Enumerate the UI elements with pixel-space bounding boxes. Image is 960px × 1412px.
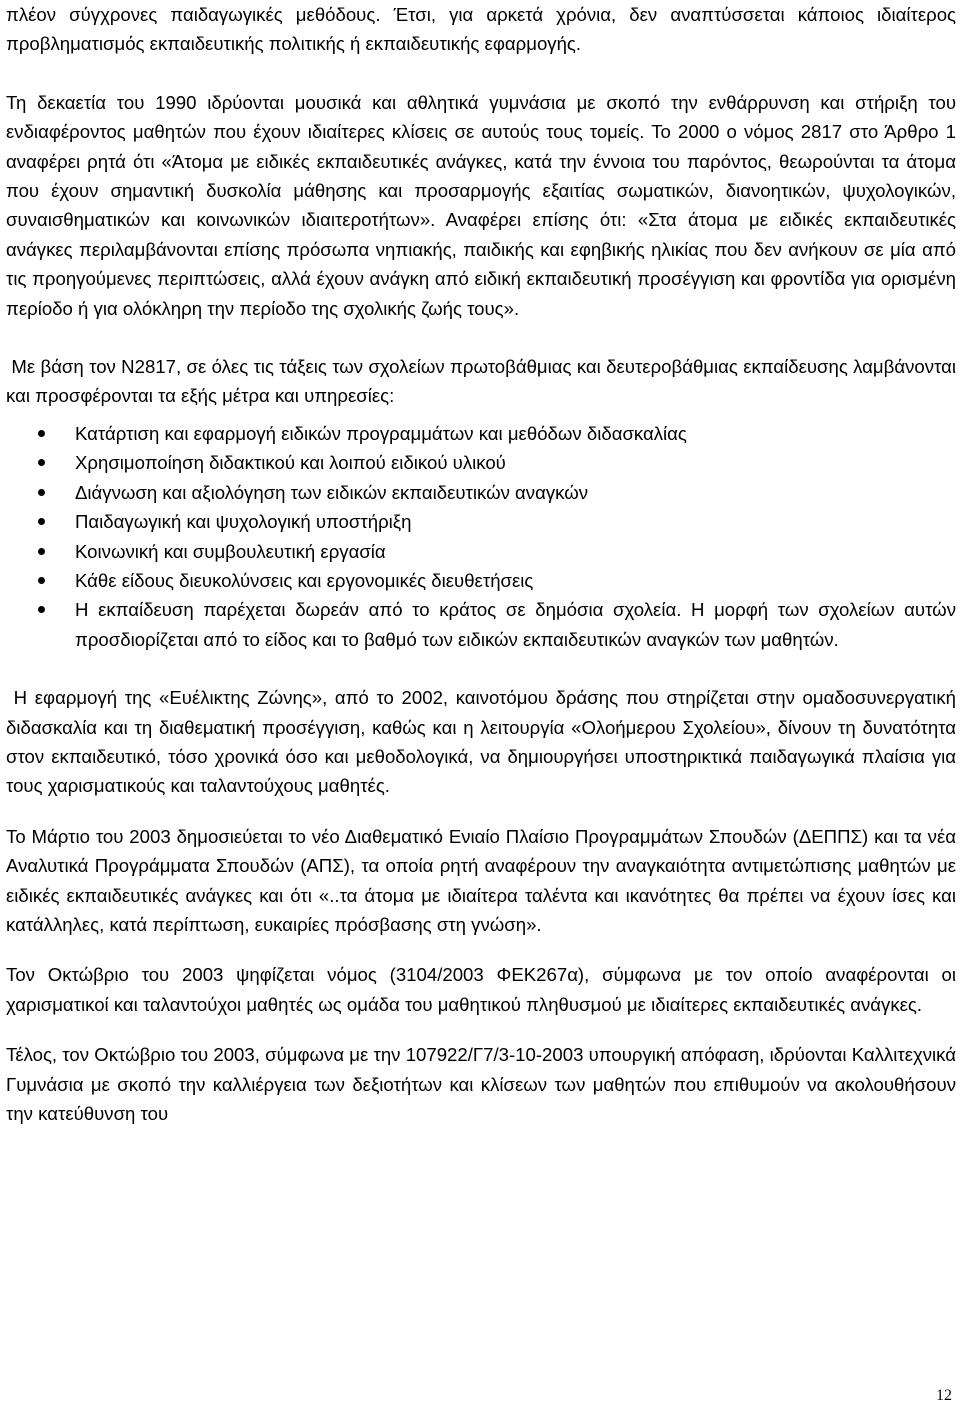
spacer: [6, 59, 956, 88]
bullet-icon: [38, 489, 45, 496]
list-item-text: Κοινωνική και συμβουλευτική εργασία: [75, 540, 386, 562]
spacer: [6, 1019, 956, 1040]
document-page: [6, 0, 956, 1128]
list-item: [6, 566, 956, 595]
list-item: [6, 478, 956, 507]
paragraph-measures-intro: Με βάση τον Ν2817, σε όλες τις τάξεις των σχολείων πρωτοβάθμιας και δευτεροβάθμιας εκπαίδευσης λαμβάνονται και προσφέρονται τα εξής μέτρα και υπηρεσίες:: [6, 356, 956, 407]
list-item-text: Κατάρτιση και εφαρμογή ειδικών προγραμμάτων και μεθόδων διδασκαλίας: [75, 422, 687, 444]
list-item-text: Παιδαγωγική και ψυχολογική υποστήριξη: [75, 511, 412, 533]
measures-list: [6, 419, 956, 654]
list-item: [6, 507, 956, 536]
list-item: [6, 595, 956, 654]
paragraph-law-3104: Τον Οκτώβριο του 2003 ψηφίζεται νόμος (3104/2003 ΦΕΚ267α), σύμφωνα με τον οποίο αναφέρονται οι χαρισματικοί και ταλαντούχοι μαθητές ως ομάδα του μαθητικού πληθυσμού με ιδιαίτερες εκπαιδευτικές ανάγκες.: [6, 964, 956, 1015]
bullet-icon: [38, 459, 45, 466]
list-item-text: Κάθε είδους διευκολύνσεις και εργονομικές διευθετήσεις: [75, 569, 534, 591]
spacer: [6, 801, 956, 822]
bullet-icon: [38, 548, 45, 555]
page-number: 12: [936, 1387, 952, 1404]
list-item: [6, 537, 956, 566]
bullet-icon: [38, 430, 45, 437]
paragraph-flexible-zone: Η εφαρμογή της «Ευέλικτης Ζώνης», από το 2002, καινοτόμου δράσης που στηρίζεται στην ομαδοσυνεργατική διδασκαλία και τη διαθεματική προσέγγιση, καθώς και η λειτουργία «Ολοήμερου Σχολείου», δίνουν τη δυνατότητα στον εκπαιδευτικό, τόσο χρονικά όσο και μεθοδολογικά, να δημιουργήσει υποστηρικτικά παιδαγωγικά πλαίσια για τους χαρισματικούς και ταλαντούχους μαθητές.: [6, 687, 956, 797]
list-item-text: Χρησιμοποίηση διδακτικού και λοιπού ειδικού υλικού: [75, 452, 506, 474]
bullet-icon: [38, 577, 45, 584]
paragraph-intro-continuation: πλέον σύγχρονες παιδαγωγικές μεθόδους. Έτσι, για αρκετά χρόνια, δεν αναπτύσσεται κάποιος ιδιαίτερος προβληματισμός εκπαιδευτικής πολιτικής ή εκπαιδευτικής εφαρμογής.: [6, 4, 956, 55]
bullet-icon: [38, 518, 45, 525]
list-item-text: Η εκπαίδευση παρέχεται δωρεάν από το κράτος σε δημόσια σχολεία. Η μορφή των σχολείων αυτών προσδιορίζεται από το είδος και το βαθμό των ειδικών εκπαιδευτικών αναγκών των μαθητών.: [75, 599, 956, 650]
bullet-icon: [38, 606, 45, 613]
paragraph-art-schools: Τέλος, τον Οκτώβριο του 2003, σύμφωνα με την 107922/Γ7/3-10-2003 υπουργική απόφαση, ιδρύονται Καλλιτεχνικά Γυμνάσια με σκοπό την καλλιέργεια των δεξιοτήτων και κλίσεων των μαθητών που επιθυμούν να ακολουθήσουν την κατεύθυνση του: [6, 1044, 956, 1124]
list-item: [6, 419, 956, 448]
spacer: [6, 939, 956, 960]
paragraph-1990s-law-2817: Τη δεκαετία του 1990 ιδρύονται μουσικά και αθλητικά γυμνάσια με σκοπό την ενθάρρυνση και στήριξη του ενδιαφέροντος μαθητών που έχουν ιδιαίτερες κλίσεις σε αυτούς τους τομείς. Το 2000 ο νόμος 2817 στο Άρθρο 1 αναφέρει ρητά ότι «Άτομα με ειδικές εκπαιδευτικές ανάγκες, κατά την έννοια του παρόντος, θεωρούνται τα άτομα που έχουν σημαντική δυσκολία μάθησης και προσαρμογής εξαιτίας σωματικών, διανοητικών, ψυχολογικών, συναισθηματικών και κοινωνικών ιδιαιτεροτήτων». Αναφέρει επίσης ότι: «Στα άτομα με ειδικές εκπαιδευτικές ανάγκες περιλαμβάνονται επίσης πρόσωπα νηπιακής, παιδικής και εφηβικής ηλικίας που δεν ανήκουν σε μία από τις προηγούμενες περιπτώσεις, αλλά έχουν ανάγκη από ειδική εκπαιδευτική προσέγγιση και φροντίδα για ορισμένη περίοδο ή για ολόκληρη την περίοδο της σχολικής ζωής τους».: [6, 91, 956, 319]
spacer: [6, 323, 956, 352]
list-item: [6, 448, 956, 477]
spacer: [6, 654, 956, 683]
paragraph-deppps-2003: Το Μάρτιο του 2003 δημοσιεύεται το νέο Διαθεματικό Ενιαίο Πλαίσιο Προγραμμάτων Σπουδών (ΔΕΠΠΣ) και τα νέα Αναλυτικά Προγράμματα Σπουδών (ΑΠΣ), τα οποία ρητή αναφέρουν την αναγκαιότητα αντιμετώπισης μαθητών με ειδικές εκπαιδευτικές ανάγκες και ότι «..τα άτομα με ιδιαίτερα ταλέντα και ικανότητες θα πρέπει να έχουν ίσες και κατάλληλες, κατά περίπτωση, ευκαιρίες πρόσβασης στη γνώση».: [6, 825, 956, 935]
list-item-text: Διάγνωση και αξιολόγηση των ειδικών εκπαιδευτικών αναγκών: [75, 481, 589, 503]
